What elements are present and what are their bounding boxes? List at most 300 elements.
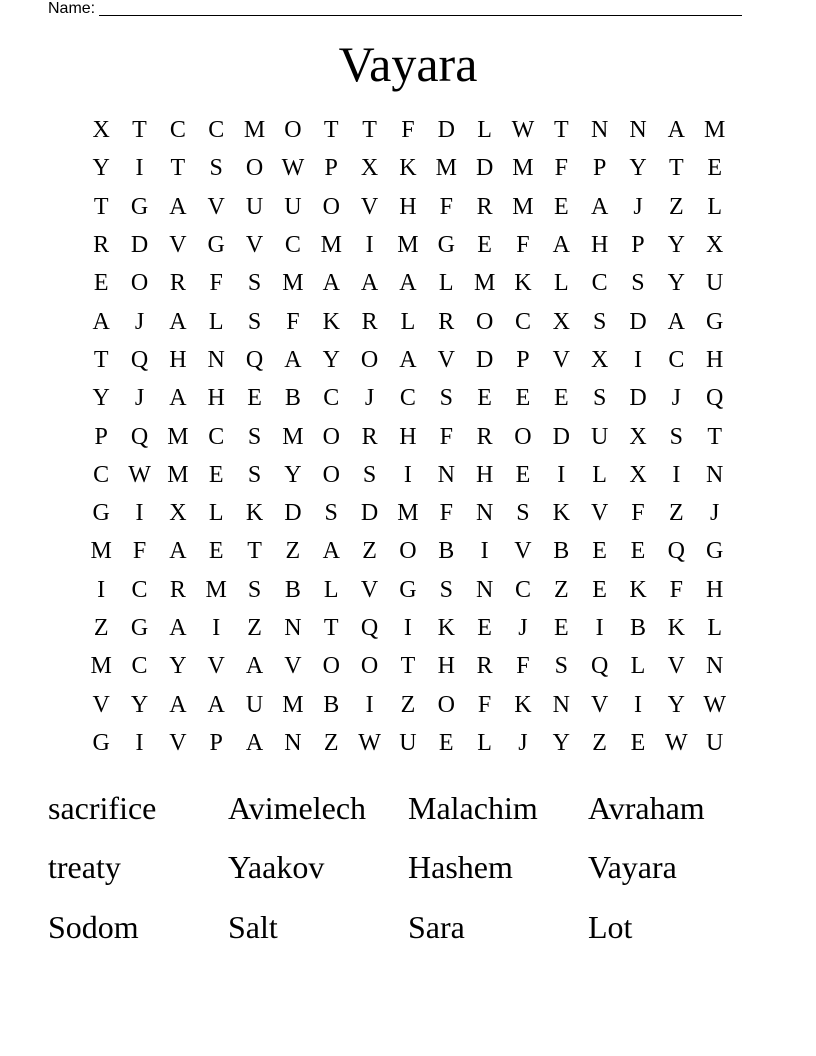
grid-letter: N xyxy=(284,729,302,756)
grid-letter: O xyxy=(322,653,340,680)
grid-letter: L xyxy=(208,500,224,527)
word-list-item: sacrifice xyxy=(48,789,157,826)
grid-row xyxy=(82,494,734,532)
grid-letter: X xyxy=(706,232,724,259)
grid-letter: E xyxy=(553,385,569,412)
grid-letter: V xyxy=(92,691,110,718)
grid-letter: O xyxy=(284,117,302,144)
grid-letter: W xyxy=(281,155,305,182)
grid-letter: S xyxy=(362,461,377,488)
grid-letter: H xyxy=(399,193,417,220)
grid-letter: R xyxy=(169,576,186,603)
grid-letter: S xyxy=(554,653,568,680)
grid-letter: T xyxy=(400,653,416,680)
grid-row xyxy=(82,111,734,149)
grid-letter: X xyxy=(92,117,110,144)
grid-letter: F xyxy=(286,308,300,335)
grid-row xyxy=(82,571,734,609)
grid-letter: E xyxy=(438,729,454,756)
grid-letter: E xyxy=(477,615,492,641)
word-list-item: Hashem xyxy=(408,849,513,886)
grid-letter: M xyxy=(243,117,266,144)
grid-letter: G xyxy=(92,500,110,527)
grid-letter: M xyxy=(397,232,419,259)
word-list xyxy=(48,778,768,957)
grid-letter: S xyxy=(247,270,262,297)
grid-letter: O xyxy=(437,691,455,718)
grid-row xyxy=(82,188,734,226)
grid-letter: A xyxy=(169,691,187,718)
grid-letter: K xyxy=(552,500,570,527)
grid-letter: Y xyxy=(322,346,340,373)
grid-letter: S xyxy=(247,576,262,603)
grid-letter: T xyxy=(170,155,186,182)
grid-letter: W xyxy=(511,117,535,144)
grid-letter: E xyxy=(208,538,224,565)
grid-letter: D xyxy=(475,346,494,373)
grid-letter: G xyxy=(399,576,417,603)
grid-letter: P xyxy=(94,423,108,450)
grid-letter: H xyxy=(706,346,724,373)
grid-row xyxy=(82,532,734,570)
grid-letter: V xyxy=(552,346,570,373)
grid-letter: W xyxy=(358,729,381,756)
grid-letter: K xyxy=(399,155,417,182)
grid-letter: J xyxy=(518,729,528,756)
grid-letter: E xyxy=(592,538,607,565)
grid-letter: T xyxy=(93,193,109,220)
grid-letter: S xyxy=(247,461,262,488)
word-list-item: Salt xyxy=(228,908,278,945)
grid-letter: O xyxy=(514,423,532,450)
word-row xyxy=(48,778,768,838)
grid-letter: Z xyxy=(400,691,416,718)
grid-letter: C xyxy=(131,576,148,603)
grid-letter: X xyxy=(552,308,570,335)
grid-letter: N xyxy=(552,691,570,718)
grid-letter: N xyxy=(475,500,494,527)
grid-letter: E xyxy=(707,155,722,182)
grid-letter: A xyxy=(169,193,187,220)
grid-letter: U xyxy=(590,423,609,450)
grid-letter: A xyxy=(399,270,417,297)
grid-letter: C xyxy=(131,653,148,680)
grid-letter: I xyxy=(135,729,144,756)
grid-letter: K xyxy=(514,270,532,297)
grid-letter: F xyxy=(669,576,683,603)
grid-letter: H xyxy=(207,385,225,412)
grid-letter: G xyxy=(706,308,724,335)
grid-letter: C xyxy=(399,385,416,412)
grid-letter: R xyxy=(361,423,378,450)
grid-letter: C xyxy=(514,576,531,603)
grid-letter: D xyxy=(437,117,455,144)
grid-row xyxy=(82,685,734,723)
grid-letter: L xyxy=(592,461,607,488)
grid-letter: Z xyxy=(592,729,607,756)
grid-letter: Y xyxy=(629,155,647,182)
grid-letter: N xyxy=(706,461,724,488)
grid-letter: C xyxy=(323,385,340,412)
grid-letter: J xyxy=(134,385,145,412)
grid-letter: Z xyxy=(668,500,684,527)
grid-letter: O xyxy=(322,423,340,450)
grid-letter: V xyxy=(360,576,379,603)
grid-letter: N xyxy=(437,461,455,488)
grid-letter: P xyxy=(209,729,223,756)
word-list-item: Avimelech xyxy=(228,789,367,826)
grid-letter: V xyxy=(207,193,225,220)
grid-letter: F xyxy=(439,500,453,527)
grid-letter: T xyxy=(93,346,109,373)
grid-letter: C xyxy=(208,117,225,144)
grid-letter: Q xyxy=(590,653,609,680)
grid-letter: F xyxy=(132,538,147,565)
grid-letter: P xyxy=(516,346,530,373)
grid-letter: S xyxy=(592,385,607,412)
grid-letter: L xyxy=(400,308,416,335)
grid-letter: O xyxy=(245,155,264,182)
grid-letter: A xyxy=(169,385,187,412)
grid-letter: V xyxy=(667,653,685,680)
grid-letter: M xyxy=(167,461,189,488)
grid-letter: A xyxy=(552,232,570,259)
grid-letter: I xyxy=(672,461,681,488)
grid-letter: A xyxy=(245,729,264,756)
grid-letter: M xyxy=(167,423,189,450)
grid-letter: M xyxy=(512,193,534,220)
grid-letter: D xyxy=(552,423,570,450)
grid-letter: G xyxy=(92,729,110,756)
grid-letter: O xyxy=(399,538,417,565)
grid-letter: E xyxy=(592,576,607,603)
grid-letter: N xyxy=(629,117,647,144)
grid-letter: Y xyxy=(92,155,110,182)
grid-letter: E xyxy=(553,615,569,641)
grid-letter: Z xyxy=(323,729,339,756)
grid-letter: C xyxy=(514,308,531,335)
grid-letter: U xyxy=(706,270,724,297)
grid-letter: A xyxy=(169,308,187,335)
grid-letter: T xyxy=(553,117,569,144)
grid-letter: W xyxy=(665,729,688,756)
grid-letter: X xyxy=(590,346,609,373)
grid-letter: M xyxy=(397,500,419,527)
grid-letter: L xyxy=(707,193,722,220)
grid-letter: V xyxy=(207,653,225,680)
grid-letter: Y xyxy=(92,385,110,412)
grid-letter: E xyxy=(515,461,531,488)
grid-letter: K xyxy=(629,576,647,603)
letter-grid xyxy=(82,111,734,762)
grid-letter: I xyxy=(595,615,604,641)
word-list-item: Sodom xyxy=(48,908,139,945)
grid-letter: V xyxy=(284,653,302,680)
grid-letter: F xyxy=(516,232,530,259)
grid-letter: R xyxy=(361,308,378,335)
grid-letter: Y xyxy=(667,232,685,259)
grid-row xyxy=(82,647,734,685)
word-list-item: Malachim xyxy=(408,789,538,826)
grid-letter: Y xyxy=(169,653,187,680)
grid-letter: M xyxy=(90,538,112,565)
grid-letter: F xyxy=(401,117,415,144)
grid-letter: G xyxy=(130,615,149,641)
grid-letter: A xyxy=(590,193,609,220)
word-list-item: Yaakov xyxy=(228,849,325,886)
grid-letter: O xyxy=(360,346,379,373)
grid-letter: M xyxy=(435,155,457,182)
grid-row xyxy=(82,724,734,762)
grid-letter: J xyxy=(364,385,375,412)
grid-letter: Z xyxy=(285,538,301,565)
grid-letter: J xyxy=(518,615,528,641)
grid-letter: M xyxy=(282,691,304,718)
name-label: Name: xyxy=(48,0,96,17)
grid-letter: G xyxy=(130,193,149,220)
word-list-item: Sara xyxy=(408,908,465,945)
grid-letter: F xyxy=(209,270,223,297)
grid-letter: S xyxy=(516,500,530,527)
grid-letter: F xyxy=(439,193,453,220)
grid-letter: L xyxy=(707,615,722,641)
grid-letter: C xyxy=(284,232,301,259)
grid-letter: B xyxy=(438,538,455,565)
grid-letter: U xyxy=(284,193,302,220)
grid-row xyxy=(82,226,734,264)
grid-letter: V xyxy=(514,538,532,565)
grid-letter: Z xyxy=(668,193,684,220)
grid-letter: N xyxy=(207,346,225,373)
grid-letter: V xyxy=(590,691,609,718)
grid-letter: Z xyxy=(362,538,377,565)
grid-letter: L xyxy=(438,270,454,297)
grid-letter: J xyxy=(671,385,681,412)
grid-letter: X xyxy=(629,461,647,488)
word-list-item: Vayara xyxy=(588,849,677,886)
grid-letter: L xyxy=(208,308,224,335)
grid-letter: X xyxy=(629,423,647,450)
grid-letter: B xyxy=(284,576,301,603)
grid-letter: F xyxy=(477,691,492,718)
grid-letter: E xyxy=(93,270,109,297)
grid-letter: N xyxy=(706,653,724,680)
grid-letter: L xyxy=(553,270,569,297)
grid-letter: T xyxy=(323,117,339,144)
grid-letter: I xyxy=(135,500,144,527)
grid-letter: A xyxy=(667,117,685,144)
grid-letter: S xyxy=(247,423,262,450)
grid-letter: G xyxy=(207,232,225,259)
grid-letter: S xyxy=(592,308,607,335)
word-list-item: Lot xyxy=(588,908,633,945)
grid-letter: S xyxy=(631,270,645,297)
grid-letter: V xyxy=(245,232,264,259)
grid-letter: H xyxy=(169,346,187,373)
grid-row xyxy=(82,417,734,455)
grid-letter: A xyxy=(169,538,187,565)
grid-letter: U xyxy=(706,729,724,756)
grid-letter: E xyxy=(477,232,492,259)
grid-letter: I xyxy=(480,538,489,565)
grid-letter: L xyxy=(477,117,492,144)
grid-letter: O xyxy=(475,308,494,335)
grid-letter: S xyxy=(324,500,338,527)
grid-letter: G xyxy=(437,232,455,259)
grid-letter: L xyxy=(323,576,339,603)
grid-letter: I xyxy=(365,691,374,718)
grid-letter: A xyxy=(322,270,340,297)
grid-letter: H xyxy=(475,461,494,488)
grid-letter: A xyxy=(360,270,379,297)
grid-letter: X xyxy=(360,155,379,182)
grid-letter: Z xyxy=(93,615,109,641)
word-list-item: treaty xyxy=(48,849,121,886)
grid-letter: S xyxy=(669,423,683,450)
grid-letter: Q xyxy=(706,385,724,412)
grid-letter: M xyxy=(473,270,496,297)
grid-letter: K xyxy=(437,615,455,641)
grid-letter: T xyxy=(323,615,339,641)
grid-letter: J xyxy=(134,308,145,335)
grid-letter: U xyxy=(245,193,264,220)
grid-letter: S xyxy=(209,155,223,182)
grid-letter: Y xyxy=(667,270,685,297)
grid-row xyxy=(82,456,734,494)
grid-letter: J xyxy=(633,193,643,220)
word-list-item: Avraham xyxy=(588,789,705,826)
word-row xyxy=(48,897,768,957)
grid-letter: M xyxy=(205,576,227,603)
grid-letter: B xyxy=(323,691,340,718)
grid-letter: L xyxy=(630,653,646,680)
grid-letter: E xyxy=(477,385,492,412)
grid-letter: I xyxy=(365,232,374,259)
grid-letter: H xyxy=(706,576,724,603)
grid-letter: T xyxy=(362,117,377,144)
grid-letter: R xyxy=(476,423,493,450)
grid-letter: O xyxy=(322,193,340,220)
grid-letter: V xyxy=(169,729,187,756)
grid-letter: Q xyxy=(667,538,685,565)
grid-letter: V xyxy=(169,232,187,259)
grid-letter: W xyxy=(703,691,726,718)
grid-letter: E xyxy=(630,538,646,565)
grid-row xyxy=(82,341,734,379)
grid-letter: Y xyxy=(130,691,149,718)
grid-letter: S xyxy=(247,308,262,335)
grid-letter: A xyxy=(245,653,264,680)
grid-letter: S xyxy=(439,576,453,603)
word-row xyxy=(48,838,768,898)
grid-letter: A xyxy=(169,615,187,641)
grid-letter: I xyxy=(633,691,642,718)
page-title: Vayara xyxy=(338,36,478,92)
grid-letter: I xyxy=(557,461,566,488)
name-underline xyxy=(99,0,742,16)
grid-letter: Q xyxy=(130,423,149,450)
grid-letter: E xyxy=(630,729,646,756)
grid-letter: A xyxy=(399,346,417,373)
grid-letter: F xyxy=(554,155,568,182)
grid-letter: A xyxy=(667,308,685,335)
grid-letter: K xyxy=(322,308,340,335)
grid-letter: B xyxy=(553,538,570,565)
grid-letter: E xyxy=(553,193,569,220)
grid-letter: L xyxy=(477,729,492,756)
grid-letter: E xyxy=(208,461,224,488)
grid-letter: U xyxy=(399,729,417,756)
grid-letter: B xyxy=(284,385,301,412)
grid-letter: M xyxy=(704,117,726,144)
grid-letter: Q xyxy=(245,346,264,373)
grid-letter: D xyxy=(629,308,647,335)
grid-letter: P xyxy=(592,155,607,182)
grid-row xyxy=(82,264,734,302)
grid-letter: M xyxy=(282,270,304,297)
grid-letter: R xyxy=(476,653,493,680)
grid-letter: N xyxy=(284,615,302,641)
grid-letter: C xyxy=(169,117,186,144)
grid-letter: M xyxy=(282,423,304,450)
grid-letter: D xyxy=(284,500,302,527)
grid-letter: D xyxy=(475,155,494,182)
grid-letter: T xyxy=(247,538,262,565)
grid-letter: D xyxy=(130,232,149,259)
grid-letter: A xyxy=(92,308,110,335)
grid-letter: I xyxy=(97,576,106,603)
grid-letter: R xyxy=(169,270,186,297)
grid-letter: F xyxy=(631,500,645,527)
grid-letter: C xyxy=(93,461,110,488)
grid-letter: F xyxy=(439,423,453,450)
grid-letter: H xyxy=(437,653,455,680)
grid-letter: O xyxy=(130,270,149,297)
grid-letter: A xyxy=(322,538,340,565)
grid-letter: H xyxy=(590,232,609,259)
grid-letter: I xyxy=(403,461,412,488)
grid-letter: C xyxy=(668,346,685,373)
grid-row xyxy=(82,379,734,417)
grid-letter: P xyxy=(631,232,645,259)
grid-letter: I xyxy=(135,155,144,182)
grid-letter: M xyxy=(320,232,342,259)
grid-letter: I xyxy=(212,615,221,641)
grid-letter: D xyxy=(360,500,379,527)
grid-letter: Q xyxy=(360,615,379,641)
grid-letter: N xyxy=(590,117,609,144)
grid-letter: H xyxy=(399,423,417,450)
grid-letter: I xyxy=(403,615,412,641)
grid-letter: W xyxy=(128,461,151,488)
grid-row xyxy=(82,609,734,647)
grid-letter: X xyxy=(169,500,187,527)
grid-letter: V xyxy=(437,346,455,373)
grid-letter: K xyxy=(514,691,532,718)
name-field xyxy=(48,0,742,18)
grid-letter: T xyxy=(668,155,684,182)
grid-letter: D xyxy=(629,385,647,412)
grid-letter: Z xyxy=(553,576,569,603)
grid-letter: O xyxy=(322,461,340,488)
grid-letter: T xyxy=(132,117,147,144)
grid-letter: Y xyxy=(667,691,685,718)
grid-letter: R xyxy=(438,308,455,335)
grid-letter: R xyxy=(476,193,493,220)
grid-letter: I xyxy=(633,346,642,373)
grid-letter: B xyxy=(629,615,646,641)
grid-letter: A xyxy=(207,691,225,718)
